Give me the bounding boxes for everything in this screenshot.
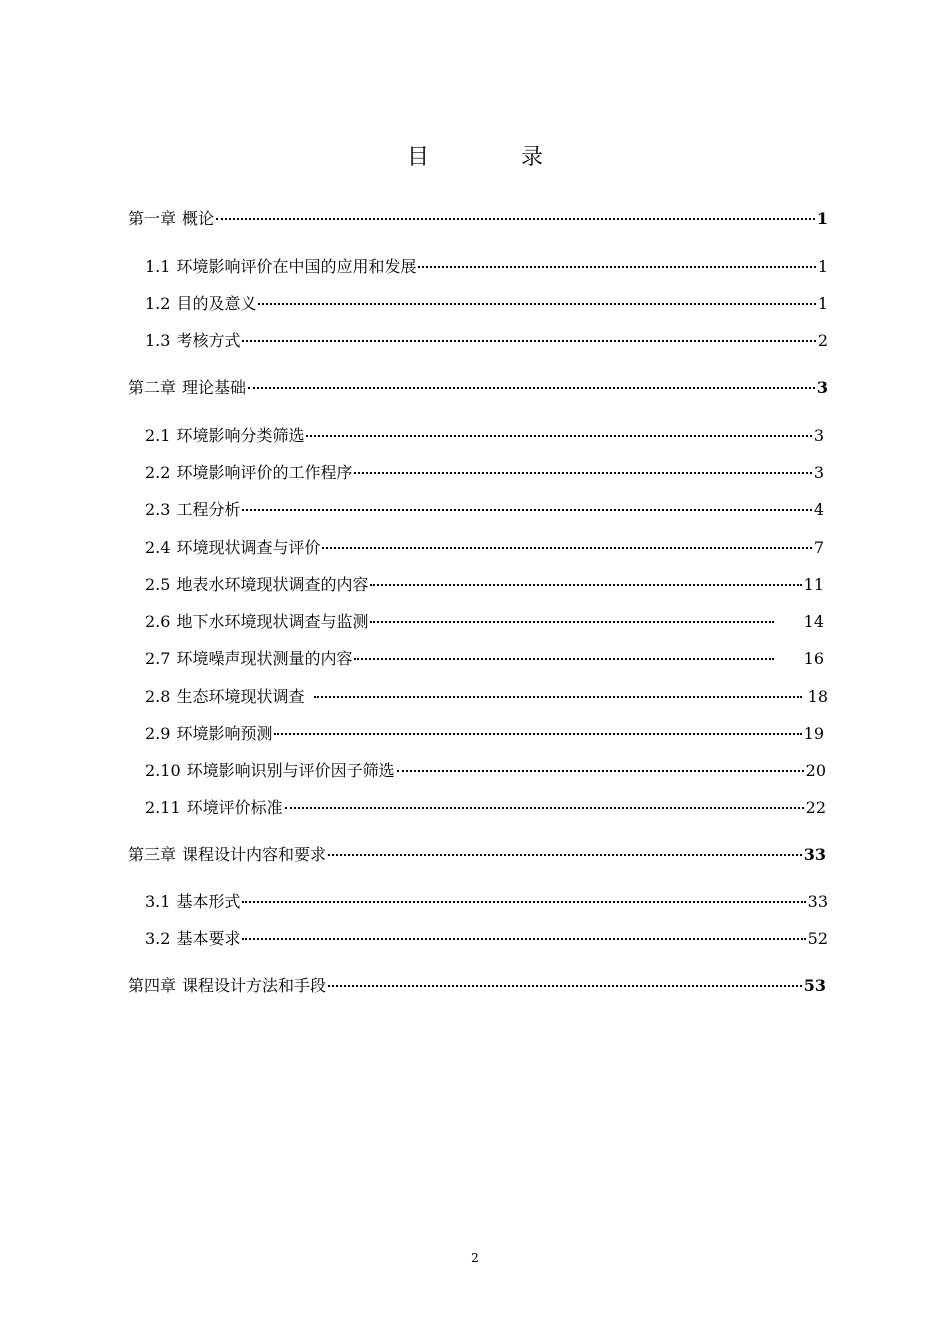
toc-section-number: 2.9 bbox=[145, 724, 171, 743]
toc-dot-leader bbox=[248, 381, 815, 389]
toc-entry[interactable] bbox=[145, 648, 824, 670]
toc-dot-leader bbox=[370, 578, 801, 586]
toc-dot-leader bbox=[258, 297, 815, 305]
toc-section-number: 2.5 bbox=[145, 575, 171, 594]
toc-page-number: 3 bbox=[813, 463, 824, 482]
toc-section-number: 2.4 bbox=[145, 538, 171, 557]
toc-dot-leader bbox=[354, 466, 811, 474]
toc-entry[interactable] bbox=[145, 293, 828, 315]
page-number-footer: 2 bbox=[471, 1251, 479, 1265]
toc-dot-leader bbox=[285, 801, 804, 809]
toc-section-number: 2.11 bbox=[145, 798, 181, 817]
toc-section-number: 2.7 bbox=[145, 649, 171, 668]
toc-dot-leader bbox=[328, 979, 802, 987]
toc-dot-leader bbox=[274, 727, 801, 735]
toc-entry-title: 地下水环境现状调查与监测 bbox=[176, 612, 369, 631]
toc-section-number: 2.2 bbox=[145, 463, 171, 482]
toc-entry-title: 理论基础 bbox=[182, 378, 247, 397]
toc-page-number: 11 bbox=[803, 575, 824, 594]
toc-entry-title: 课程设计内容和要求 bbox=[182, 845, 327, 864]
toc-entry[interactable] bbox=[145, 499, 824, 521]
toc-section-number: 1.1 bbox=[145, 257, 171, 276]
toc-entry-title: 环境影响分类筛选 bbox=[176, 426, 305, 445]
toc-entry-title: 生态环境现状调查 bbox=[176, 687, 305, 706]
toc-dot-leader bbox=[242, 932, 805, 940]
toc-entry-title: 目的及意义 bbox=[176, 294, 257, 313]
toc-section-number: 2.1 bbox=[145, 426, 171, 445]
toc-page-number: 14 bbox=[803, 612, 824, 631]
toc-dot-leader bbox=[370, 615, 773, 623]
toc-page-number: 20 bbox=[805, 761, 826, 780]
toc-page-number: 33 bbox=[807, 892, 828, 911]
toc-dot-leader bbox=[216, 212, 815, 220]
toc-entry[interactable] bbox=[145, 425, 824, 447]
toc-chapter-number: 第三章 bbox=[128, 845, 177, 864]
toc-entry[interactable] bbox=[145, 574, 824, 596]
toc-entry-title: 工程分析 bbox=[176, 500, 241, 519]
toc-dot-leader bbox=[242, 334, 815, 342]
toc-dot-leader bbox=[397, 764, 804, 772]
toc-entry[interactable] bbox=[145, 330, 828, 352]
toc-chapter-number: 第四章 bbox=[128, 976, 177, 995]
toc-page-number: 16 bbox=[803, 649, 824, 668]
toc-dot-leader bbox=[306, 429, 811, 437]
toc-entry[interactable] bbox=[145, 723, 824, 745]
toc-entry-title: 环境影响评价在中国的应用和发展 bbox=[176, 257, 417, 276]
toc-section-number: 2.3 bbox=[145, 500, 171, 519]
toc-entry[interactable] bbox=[145, 537, 824, 559]
toc-page-number: 33 bbox=[803, 845, 826, 864]
toc-page-number: 22 bbox=[805, 798, 826, 817]
toc-section-number: 1.2 bbox=[145, 294, 171, 313]
toc-entry-title: 基本形式 bbox=[176, 892, 241, 911]
toc-entry-title: 环境评价标准 bbox=[186, 798, 283, 817]
toc-section-number: 2.8 bbox=[145, 687, 171, 706]
toc-entry[interactable] bbox=[128, 844, 826, 866]
toc-entry[interactable] bbox=[145, 797, 826, 819]
toc-entry[interactable] bbox=[145, 611, 824, 633]
toc-entry-title: 环境现状调查与评价 bbox=[176, 538, 321, 557]
toc-entry-title: 基本要求 bbox=[176, 929, 241, 948]
toc-dot-leader bbox=[242, 503, 811, 511]
toc-entry[interactable] bbox=[145, 256, 828, 278]
toc-page-number: 4 bbox=[813, 500, 824, 519]
toc-dot-leader bbox=[322, 541, 811, 549]
toc-section-number: 3.1 bbox=[145, 892, 171, 911]
toc-section-number: 1.3 bbox=[145, 331, 171, 350]
page-title bbox=[0, 140, 950, 171]
toc-page-number: 3 bbox=[816, 378, 828, 397]
toc-entry[interactable] bbox=[128, 377, 828, 399]
toc-entry[interactable] bbox=[145, 891, 828, 913]
toc-entry-title: 课程设计方法和手段 bbox=[182, 976, 327, 995]
toc-dot-leader bbox=[328, 848, 802, 856]
toc-entry-title: 环境影响识别与评价因子筛选 bbox=[186, 761, 395, 780]
toc-entry[interactable] bbox=[145, 760, 826, 782]
toc-entry[interactable] bbox=[145, 686, 828, 708]
toc-entry[interactable] bbox=[145, 928, 828, 950]
toc-entry[interactable] bbox=[128, 208, 828, 230]
toc-section-number: 2.6 bbox=[145, 612, 171, 631]
toc-page-number: 19 bbox=[803, 724, 824, 743]
toc-entry-title: 环境影响预测 bbox=[176, 724, 273, 743]
toc-page-number: 1 bbox=[817, 257, 828, 276]
toc-page-number: 1 bbox=[816, 209, 828, 228]
toc-section-number: 3.2 bbox=[145, 929, 171, 948]
toc-entry-title: 环境影响评价的工作程序 bbox=[176, 463, 353, 482]
toc-entry[interactable] bbox=[145, 462, 824, 484]
toc-chapter-number: 第二章 bbox=[128, 378, 177, 397]
toc-page-number: 3 bbox=[813, 426, 824, 445]
title-char-left: 目 bbox=[406, 145, 429, 170]
toc-chapter-number: 第一章 bbox=[128, 209, 177, 228]
toc-section-number: 2.10 bbox=[145, 761, 181, 780]
toc-dot-leader bbox=[354, 652, 773, 660]
toc-page-number: 2 bbox=[817, 331, 828, 350]
toc-dot-leader bbox=[314, 690, 801, 698]
toc-page-number: 1 bbox=[817, 294, 828, 313]
toc-dot-leader bbox=[418, 260, 815, 268]
toc-entry-title: 环境噪声现状测量的内容 bbox=[176, 649, 353, 668]
toc-page-number: 18 bbox=[807, 687, 828, 706]
title-char-right: 录 bbox=[521, 145, 544, 170]
toc-entry-title: 考核方式 bbox=[176, 331, 241, 350]
toc-page-number: 52 bbox=[807, 929, 828, 948]
toc-entry-title: 地表水环境现状调查的内容 bbox=[176, 575, 369, 594]
toc-page-number: 7 bbox=[813, 538, 824, 557]
toc-entry[interactable] bbox=[128, 975, 826, 997]
toc-page-number: 53 bbox=[803, 976, 826, 995]
toc-entry-title: 概论 bbox=[182, 209, 215, 228]
toc-dot-leader bbox=[242, 895, 805, 903]
